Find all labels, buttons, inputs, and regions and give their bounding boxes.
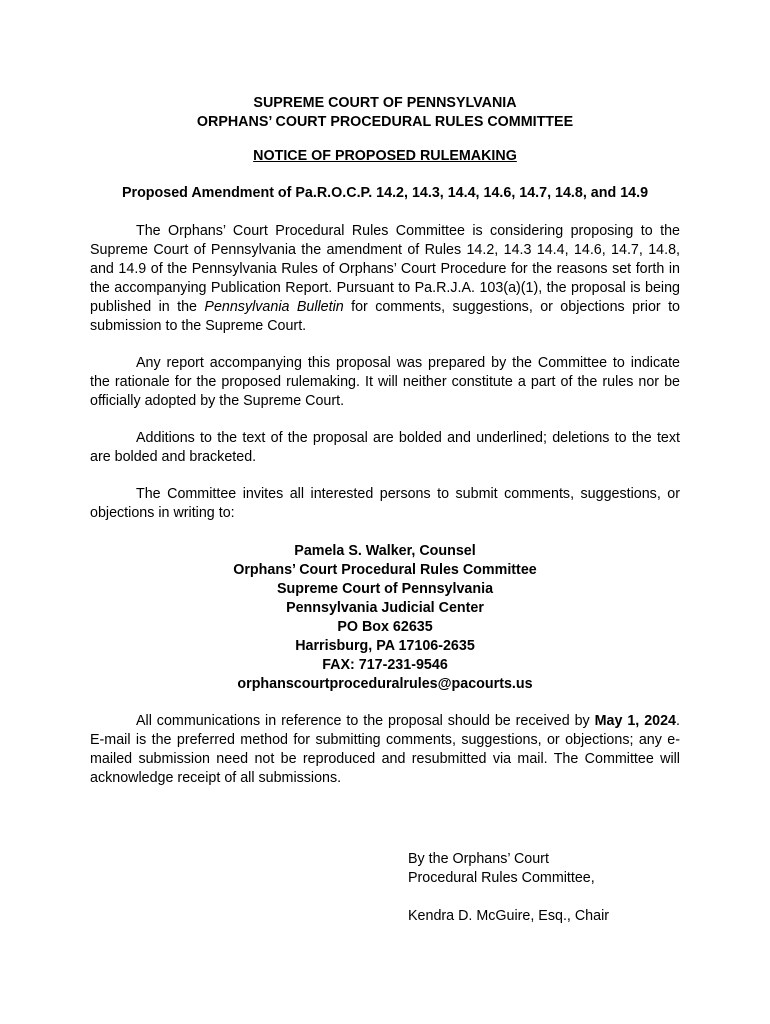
contact-name: Pamela S. Walker, Counsel [294,543,476,559]
contact-committee: Orphans’ Court Procedural Rules Committee [233,562,537,578]
signature-line-2: Procedural Rules Committee, [408,870,595,886]
contact-block [90,542,680,694]
formatting-paragraph: Additions to the text of the proposal are bolded and underlined; deletions to the text are bolded and bracketed. [90,430,680,465]
contact-city: Harrisburg, PA 17106-2635 [295,638,475,654]
document-page [90,94,680,924]
deadline-text-start: All communications in reference to the proposal should be received by [136,713,595,729]
bulletin-title: Pennsylvania Bulletin [204,299,344,315]
contact-fax: FAX: 717-231-9546 [322,657,448,673]
contact-po-box: PO Box 62635 [337,619,433,635]
intro-paragraph [90,222,680,336]
deadline-paragraph [90,712,680,788]
deadline-date: May 1, 2024 [594,713,677,729]
notice-title: NOTICE OF PROPOSED RULEMAKING [253,148,517,164]
signature-line-1: By the Orphans’ Court [408,851,549,867]
report-paragraph: Any report accompanying this proposal was prepared by the Committee to indicate the rationale for the proposed rulemaking. It will neither constitute a part of the rules nor be officially adopted by the Supreme Court. [90,355,680,409]
signature-name: Kendra D. McGuire, Esq., Chair [408,908,610,924]
committee-name: ORPHANS’ COURT PROCEDURAL RULES COMMITTEE [196,114,574,130]
invitation-paragraph: The Committee invites all interested persons to submit comments, suggestions, or objections in writing to: [90,486,680,521]
deadline-text-end: . E-mail is the preferred method for submitting comments, suggestions, or objections; any e-mailed submission need not be reproduced and resubmitted via mail. The Committee will acknowledge receipt of all submissions. [90,713,680,786]
court-name: SUPREME COURT OF PENNSYLVANIA [253,95,517,111]
intro-text-end: for comments, suggestions, or objections prior to submission to the Supreme Court. [90,299,680,334]
contact-center: Pennsylvania Judicial Center [286,600,484,616]
proposal-title: Proposed Amendment of Pa.R.O.C.P. 14.2, 14.3, 14.4, 14.6, 14.7, 14.8, and 14.9 [121,185,649,201]
intro-text-start: The Orphans’ Court Procedural Rules Committee is considering proposing to the Supreme Court of Pennsylvania the amendment of Rules 14.2, 14.3 14.4, 14.6, 14.7, 14.8, and 14.9 of the Pennsylvania Rules of Orphans’ Court Procedure for the reasons set forth in the accompanying Publication Report. Pursuant to Pa.R.J.A. 103(a)(1), the proposal is being published in the [90,223,680,315]
contact-email[interactable]: orphanscourtproceduralrules@pacourts.us [237,676,533,692]
signature-block [408,850,668,926]
contact-court: Supreme Court of Pennsylvania [276,581,494,597]
document-header [90,94,680,132]
